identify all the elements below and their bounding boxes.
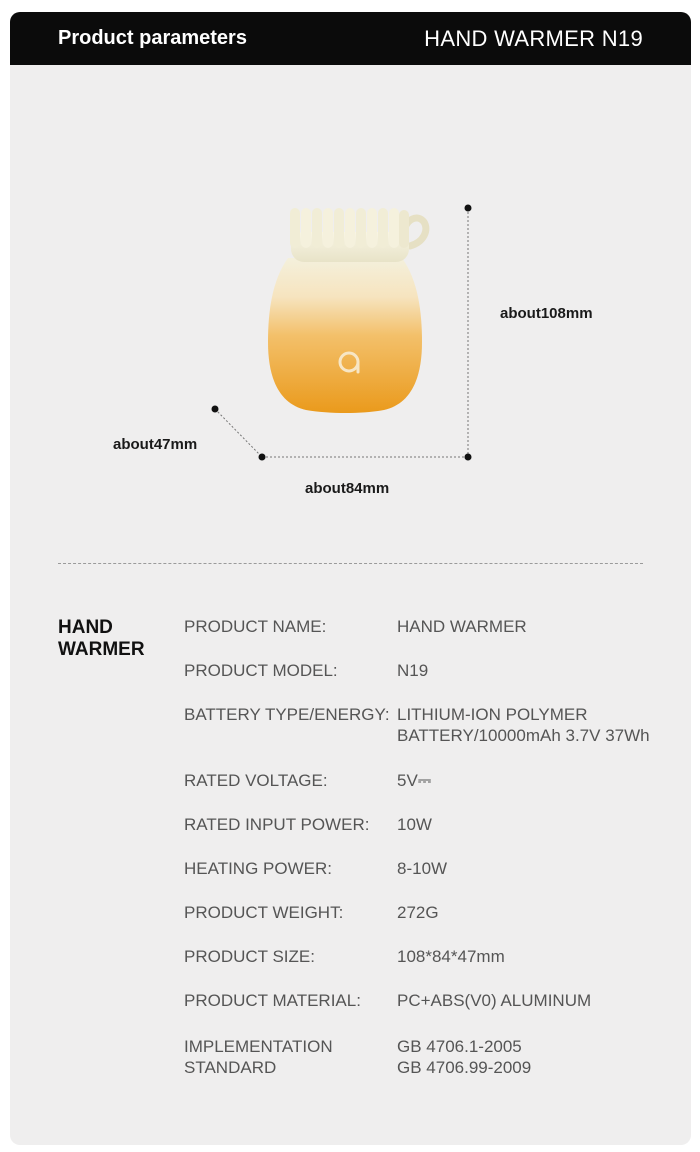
spec-value: 8-10W [397, 859, 448, 878]
specs-title: HAND WARMER [58, 617, 145, 660]
spec-value: 5V⎓ [397, 771, 432, 790]
spec-label: RATED VOLTAGE: [184, 771, 328, 790]
spec-label: HEATING POWER: [184, 859, 332, 878]
spec-label: PRODUCT MATERIAL: [184, 991, 361, 1010]
spec-label: PRODUCT WEIGHT: [184, 903, 344, 922]
spec-label: PRODUCT SIZE: [184, 947, 315, 966]
spec-value: 108*84*47mm [397, 947, 505, 966]
spec-label: RATED INPUT POWER: [184, 815, 370, 834]
height-dimension-label: about108mm [500, 305, 593, 322]
spec-value: GB 4706.1-2005 GB 4706.99-2009 [397, 1037, 532, 1077]
spec-value: 10W [397, 815, 432, 834]
product-card [10, 12, 691, 1145]
spec-value: LITHIUM-ION POLYMER BATTERY/10000mAh 3.7V 37Wh [397, 705, 650, 745]
spec-label: PRODUCT NAME: [184, 617, 327, 636]
header-right-title: HAND WARMER N19 [424, 26, 643, 51]
spec-value: PC+ABS(V0) ALUMINUM [397, 991, 592, 1010]
ribbed-cap [290, 208, 409, 262]
width-dimension-label: about84mm [305, 480, 390, 497]
spec-value: HAND WARMER [397, 617, 527, 636]
hand-warmer-body [268, 258, 422, 413]
spec-value: 272G [397, 903, 439, 922]
section-divider [58, 563, 643, 564]
spec-label: IMPLEMENTATION STANDARD [184, 1037, 333, 1077]
depth-dimension-label: about47mm [113, 436, 198, 453]
spec-label: PRODUCT MODEL: [184, 661, 338, 680]
header-left-title: Product parameters [58, 27, 247, 49]
spec-label: BATTERY TYPE/ENERGY: [184, 705, 390, 724]
product-illustration [10, 12, 691, 552]
spec-value: N19 [397, 661, 429, 680]
